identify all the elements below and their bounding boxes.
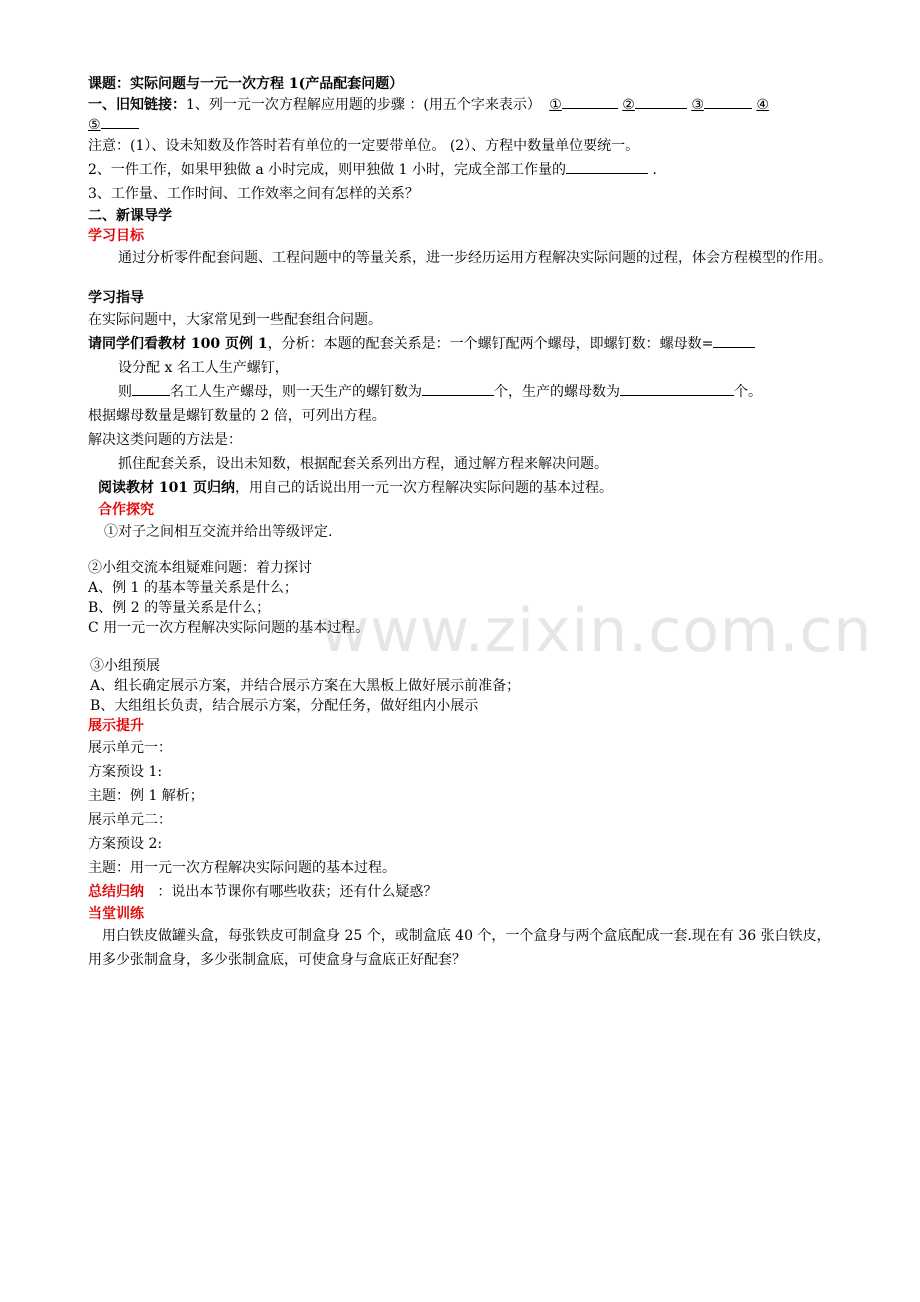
read-line (88, 476, 848, 500)
step-circle-2: ② (622, 97, 635, 113)
review-item2-blank[interactable] (566, 159, 648, 174)
coop-heading: 合作探究 (98, 502, 154, 518)
setup-line: 设分配 x 名工人生产螺钉， (118, 360, 289, 376)
then-d: 个。 (734, 384, 762, 400)
goal-heading: 学习目标 (88, 228, 144, 244)
review-item2-end: . (652, 162, 657, 178)
coop-p3b: B、大组组长负责，结合展示方案，分配任务，做好组内小展示 (90, 698, 479, 714)
screw-count-blank[interactable] (422, 381, 494, 396)
step-blank-1[interactable] (562, 94, 618, 109)
step-blank-5[interactable] (101, 114, 139, 129)
review-item2-text: 2、一件工作，如果甲独做 a 小时完成，则甲独做 1 小时，完成全部工作量的 (88, 162, 566, 178)
workers-nut-blank[interactable] (132, 381, 170, 396)
step-circle-4: ④ (756, 97, 769, 113)
practice-heading: 当堂训练 (88, 906, 144, 922)
read-bold: 阅读教材 101 页归纳 (98, 480, 235, 496)
show-u1-plan: 方案预设 1: (88, 764, 163, 780)
show-u1: 展示单元一： (88, 740, 172, 756)
review-item2 (88, 158, 848, 182)
step-circle-5: ⑤ (88, 117, 101, 133)
review-item1-text: 1、列一元一次方程解应用题的步骤 ：(用五个字来表示） (186, 97, 541, 113)
coop-p1: ①对子之间相互交流并给出等级评定. (104, 524, 333, 540)
read-rest: ，用自己的话说出用一元一次方程解决实际问题的基本过程。 (234, 480, 613, 496)
then-a: 则 (118, 384, 132, 400)
coop-p3a: A、组长确定展示方案，并结合展示方案在大黑板上做好展示前准备； (90, 678, 521, 694)
coop-b: B、例 2 的等量关系是什么； (88, 600, 271, 616)
ratio-blank[interactable] (713, 333, 755, 348)
then-line (88, 380, 848, 404)
summary-line (88, 880, 848, 904)
show-u1-topic: 主题：例 1 解析； (88, 788, 204, 804)
coop-p3: ③小组预展 (90, 658, 160, 674)
guide-text: 在实际问题中，大家常见到一些配套组合问题。 (88, 312, 382, 328)
coop-a: A、例 1 的基本等量关系是什么； (88, 580, 298, 596)
step-circle-3: ③ (691, 97, 704, 113)
watermark: www.zixin.com.cn (320, 596, 873, 666)
example-line (88, 332, 848, 356)
review-item3: 3、工作量、工作时间、工作效率之间有怎样的关系？ (88, 186, 419, 202)
nut-count-blank[interactable] (620, 381, 734, 396)
show-u2-topic: 主题：用一元一次方程解决实际问题的基本过程。 (88, 860, 396, 876)
show-heading: 展示提升 (88, 718, 144, 734)
step-blank-2[interactable] (635, 94, 687, 109)
coop-p2: ②小组交流本组疑难问题：着力探讨 (88, 560, 312, 576)
show-u2: 展示单元二： (88, 812, 172, 828)
review-note: 注意：(1）、设未知数及作答时若有单位的一定要带单位。 (2）、方程中数量单位要统一。 (88, 138, 640, 154)
equation-line: 根据螺母数量是螺钉数量的 2 倍，可列出方程。 (88, 408, 386, 424)
review-line-1 (88, 94, 848, 114)
step-circle-1: ① (549, 97, 562, 113)
then-b: 名工人生产螺母，则一天生产的螺钉数为 (170, 384, 422, 400)
lesson-title: 课题：实际问题与一元一次方程 1(产品配套问题） (88, 76, 404, 92)
summary-text: ：说出本节课你有哪些收获；还有什么疑惑？ (157, 884, 438, 900)
show-u2-plan: 方案预设 2: (88, 836, 163, 852)
step-blank-3[interactable] (704, 94, 752, 109)
example-rest: ，分析：本题的配套关系是：一个螺钉配两个螺母，即螺钉数：螺母数= (267, 336, 714, 352)
document-page (88, 74, 848, 972)
summary-heading: 总结归纳 (88, 884, 144, 900)
section2-heading: 二、新课导学 (88, 208, 172, 224)
practice-text: 用白铁皮做罐头盒，每张铁皮可制盒身 25 个，或制盒底 40 个，一个盒身与两个盒底配成一套.现在有 36 张白铁皮，用多少张制盒身，多少张制盒底，可使盒身与盒底正好配套？ (88, 928, 831, 968)
section1-heading: 一、旧知链接： (88, 97, 186, 113)
then-c: 个，生产的螺母数为 (494, 384, 620, 400)
method-text: 抓住配套关系，设出未知数，根据配套关系列出方程，通过解方程来解决问题。 (118, 456, 608, 472)
review-line-1b (88, 114, 848, 134)
coop-c: C 用一元一次方程解决实际问题的基本过程。 (88, 620, 370, 636)
method-heading: 解决这类问题的方法是： (88, 432, 242, 448)
example-bold: 请同学们看教材 100 页例 1 (88, 336, 268, 352)
goal-text: 通过分析零件配套问题、工程问题中的等量关系，进一步经历运用方程解决实际问题的过程，体会方程模型的作用。 (118, 250, 832, 266)
guide-heading: 学习指导 (88, 290, 144, 306)
